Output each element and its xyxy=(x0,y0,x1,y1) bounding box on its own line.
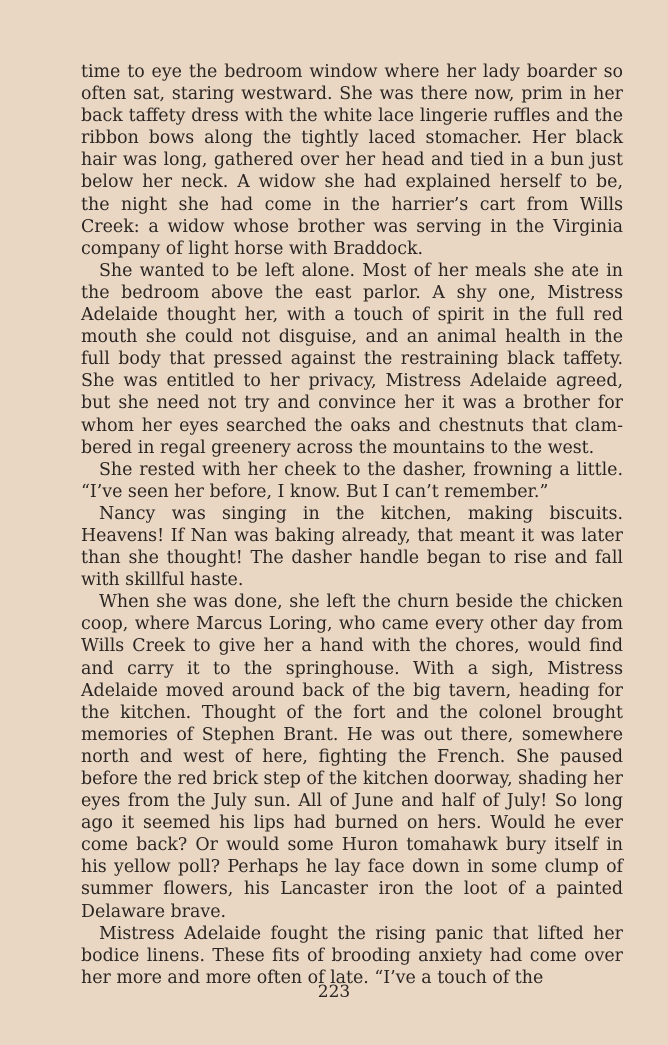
body-text xyxy=(81,61,623,989)
paragraph-4: Nancy was singing in the kitchen, making biscuits. Heavens! If Nan was baking already, that meant it was later than she thought! The dasher handle began to rise and fall with skillful haste. xyxy=(81,503,623,591)
paragraph-1: time to eye the bedroom window where her lady boarder so often sat, staring westward. She was there now, prim in her back taffety dress with the white lace lingerie ruffles and the ribbon bows along the tightly laced stomacher. Her black hair was long, gathered over her head and tied in a bun just below her neck. A widow she had explained herself to be, the night she had come in the harrier’s cart from Wills Creek: a widow whose brother was serving in the Virginia company of light horse with Braddock. xyxy=(81,62,623,259)
paragraph-5: When she was done, she left the churn beside the chicken coop, where Marcus Loring, who came every other day from Wills Creek to give her a hand with the chores, would find and carry it to the springhouse. With a sigh, Mistress Adelaide moved around back of the big tavern, heading for the kitchen. Thought of the fort and the colonel brought memories of Stephen Brant. He was out there, somewhere north and west of here, fighting the French. She paused before the red brick step of the kitchen doorway, shading her eyes from the July sun. All of June and half of July! So long ago it seemed his lips had burned on hers. Would he ever come back? Or would some Huron tomahawk bury itself in his yellow poll? Perhaps he lay face down in some clump of summer flowers, his Lancaster iron the loot of a painted Delaware brave. xyxy=(81,592,623,922)
paragraph-2: She wanted to be left alone. Most of her meals she ate in the bedroom above the east parlor. A shy one, Mistress Adelaide thought her, with a touch of spirit in the full red mouth she could not disguise, and an animal health in the full body that pressed against the restraining black taffety. She was entitled to her privacy, Mistress Adelaide agreed, but she need not try and convince her it was a brother for whom her eyes searched the oaks and chestnuts that clambered in regal greenery across the mountains to the west. xyxy=(81,260,623,458)
paragraph-3: She rested with her cheek to the dasher, frowning a little. “I’ve seen her before, I know. But I can’t remember.” xyxy=(81,459,623,502)
paragraph-6: Mistress Adelaide fought the rising panic that lifted her bodice linens. These fits of brooding anxiety had come over her more and more often of late. “I’ve a touch of the xyxy=(81,923,623,988)
page-number: 223 xyxy=(317,982,351,1002)
